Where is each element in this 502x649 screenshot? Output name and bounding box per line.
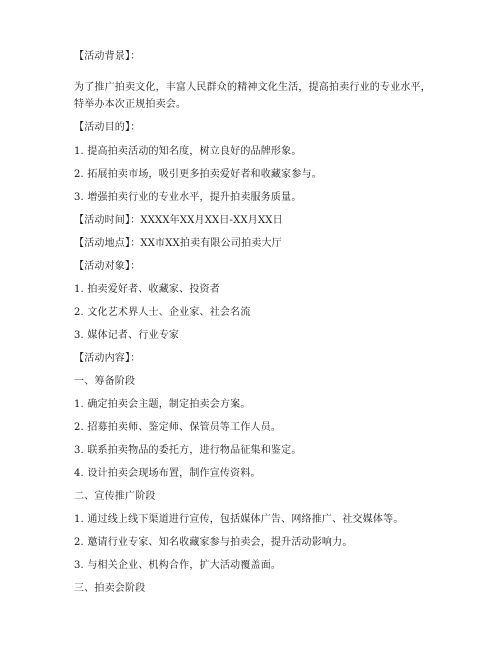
audience-item-1: 1. 拍卖爱好者、收藏家、投资者	[74, 284, 220, 295]
audience-item-2: 2. 文化艺术界人士、企业家、社会名流	[74, 307, 251, 318]
time-line: 【活动时间】：XXXX年XX月XX日-XX月XX日	[74, 215, 283, 226]
content-heading: 【活动内容】：	[74, 353, 141, 364]
stage2-item-3: 3. 与相关企业、机构合作，扩大活动覆盖面。	[74, 560, 282, 571]
stage3-heading: 三、拍卖会阶段	[74, 583, 146, 594]
location-line: 【活动地点】：XX市XX拍卖有限公司拍卖大厅	[74, 238, 282, 249]
background-paragraph: 为了推广拍卖文化，丰富人民群众的精神文化生活，提高拍卖行业的专业水平，特举办本次正规拍卖会。	[74, 82, 431, 110]
stage1-item-4: 4. 设计拍卖会现场布置，制作宣传资料。	[74, 468, 261, 479]
stage1-item-3: 3. 联系拍卖物品的委托方，进行物品征集和鉴定。	[74, 445, 302, 456]
stage1-item-2: 2. 招募拍卖师、鉴定师、保管员等工作人员。	[74, 422, 282, 433]
background-heading: 【活动背景】：	[74, 51, 141, 62]
stage2-heading: 二、宣传推广阶段	[74, 491, 156, 502]
stage2-item-1: 1. 通过线上线下渠道进行宣传，包括媒体广告、网络推广、社交媒体等。	[74, 514, 404, 525]
stage1-heading: 一、筹备阶段	[74, 376, 136, 387]
audience-heading: 【活动对象】：	[74, 261, 141, 272]
stage2-item-2: 2. 邀请行业专家、知名收藏家参与拍卖会，提升活动影响力。	[74, 537, 353, 548]
audience-item-3: 3. 媒体记者、行业专家	[74, 330, 180, 341]
purpose-heading: 【活动目的】：	[74, 122, 141, 133]
stage1-item-1: 1. 确定拍卖会主题，制定拍卖会方案。	[74, 399, 251, 410]
purpose-item-3: 3. 增强拍卖行业的专业水平，提升拍卖服务质量。	[74, 192, 302, 203]
purpose-item-2: 2. 拓展拍卖市场，吸引更多拍卖爱好者和收藏家参与。	[74, 169, 322, 180]
purpose-item-1: 1. 提高拍卖活动的知名度，树立良好的品牌形象。	[74, 146, 302, 157]
